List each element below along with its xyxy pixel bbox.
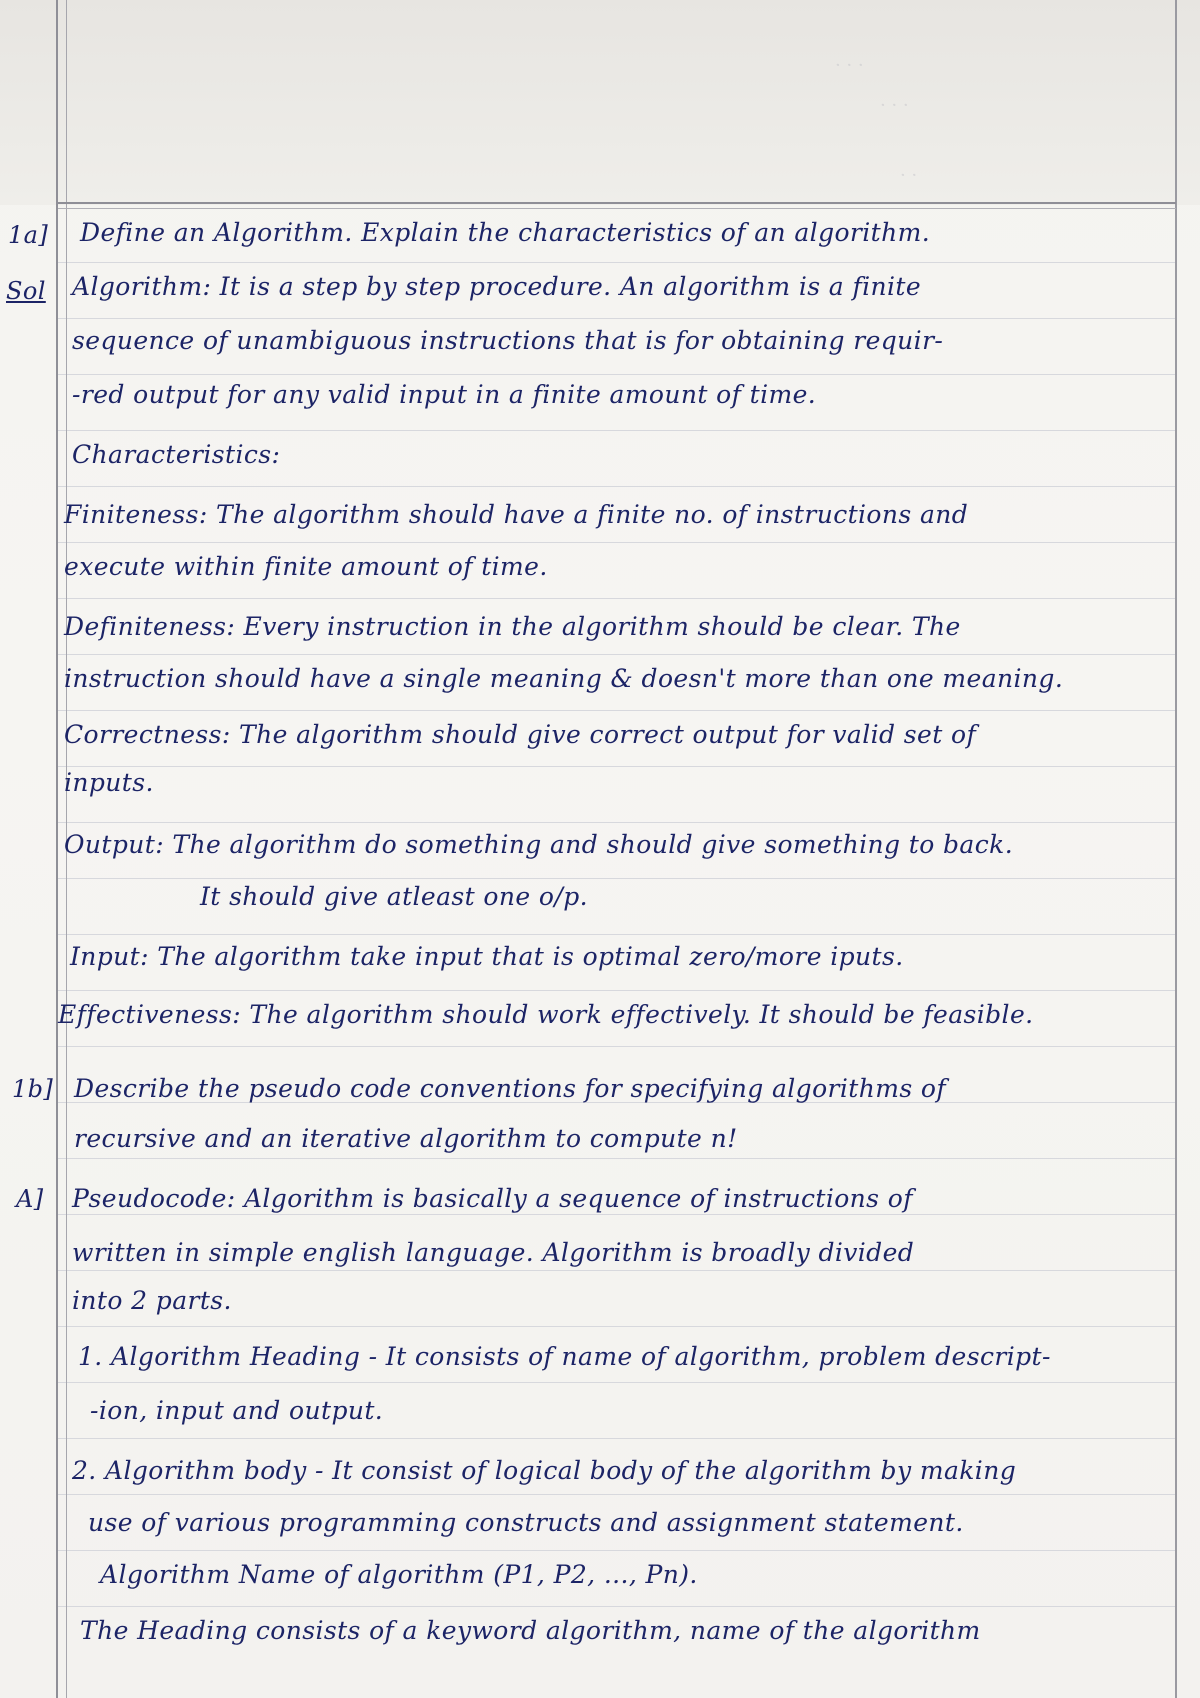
heading-description-line: The Heading consists of a keyword algorithm, name of the algorithm [80, 1616, 981, 1645]
parts-item-1-line-1: 1. Algorithm Heading - It consists of name of algorithm, problem descript- [78, 1342, 1051, 1371]
ruled-line [58, 654, 1176, 655]
ruled-line [58, 318, 1176, 319]
sol-marker: Sol [6, 277, 46, 305]
ruled-line [58, 1158, 1176, 1159]
ruled-line [58, 1270, 1176, 1271]
margin-line [56, 0, 58, 1698]
header-line [58, 202, 1176, 204]
parts-item-1-line-2: -ion, input and output. [90, 1396, 384, 1425]
effectiveness-line: Effectiveness: The algorithm should work effectively. It should be feasible. [58, 1000, 1034, 1029]
correctness-line-1: Correctness: The algorithm should give correct output for valid set of [64, 720, 977, 749]
ruled-line [58, 374, 1176, 375]
ruled-line [58, 878, 1176, 879]
ruled-line [58, 1214, 1176, 1215]
ruled-line [58, 710, 1176, 711]
bleed-through-text: · · · [880, 95, 909, 116]
q1a-marker: 1a] [8, 221, 49, 249]
answer-marker: A] [16, 1185, 44, 1213]
output-line-1: Output: The algorithm do something and should give something to back. [64, 830, 1014, 859]
definiteness-line-1: Definiteness: Every instruction in the algorithm should be clear. The [64, 612, 961, 641]
header-line [58, 208, 1176, 209]
definition-line-2: sequence of unambiguous instructions that is for obtaining requir- [72, 326, 944, 355]
q1b-question-line-1: Describe the pseudo code conventions for specifying algorithms of [74, 1074, 947, 1103]
definition-line-3: -red output for any valid input in a finite amount of time. [72, 380, 817, 409]
parts-item-2-line-1: 2. Algorithm body - It consist of logical body of the algorithm by making [72, 1456, 1017, 1485]
ruled-line [58, 1326, 1176, 1327]
ruled-line [58, 766, 1176, 767]
q1b-question-line-2: recursive and an iterative algorithm to compute n! [74, 1124, 738, 1153]
definiteness-line-2: instruction should have a single meaning & doesn't more than one meaning. [64, 664, 1064, 693]
finiteness-line-2: execute within finite amount of time. [64, 552, 548, 581]
ruled-line [58, 430, 1176, 431]
ruled-line [58, 934, 1176, 935]
right-margin-line [1175, 0, 1177, 1698]
ruled-line [58, 1550, 1176, 1551]
parts-item-2-line-2: use of various programming constructs and assignment statement. [88, 1508, 964, 1537]
ruled-line [58, 486, 1176, 487]
ruled-line [58, 1382, 1176, 1383]
pseudocode-line-2: written in simple english language. Algorithm is broadly divided [72, 1238, 915, 1267]
pseudocode-line-3: into 2 parts. [72, 1286, 232, 1315]
q1b-marker: 1b] [12, 1075, 54, 1103]
ruled-line [58, 1438, 1176, 1439]
characteristics-heading: Characteristics: [72, 440, 281, 469]
input-line: Input: The algorithm take input that is optimal zero/more iputs. [70, 942, 904, 971]
top-margin-area [0, 0, 1200, 205]
ruled-line [58, 1606, 1176, 1607]
ruled-line [58, 1046, 1176, 1047]
ruled-line [58, 822, 1176, 823]
parts-item-2-line-3: Algorithm Name of algorithm (P1, P2, ..., Pn). [100, 1560, 698, 1589]
correctness-line-2: inputs. [64, 768, 154, 797]
ruled-line [58, 1494, 1176, 1495]
ruled-line [58, 262, 1176, 263]
pseudocode-line-1: Pseudocode: Algorithm is basically a sequence of instructions of [72, 1184, 913, 1213]
definition-line-1: Algorithm: It is a step by step procedure. An algorithm is a finite [72, 272, 922, 301]
output-line-2: It should give atleast one o/p. [200, 882, 588, 911]
bleed-through-text: · · · [835, 55, 864, 76]
q1a-question: Define an Algorithm. Explain the characteristics of an algorithm. [80, 218, 931, 247]
ruled-line [58, 990, 1176, 991]
finiteness-line-1: Finiteness: The algorithm should have a finite no. of instructions and [64, 500, 969, 529]
ruled-line [58, 542, 1176, 543]
ruled-line [58, 598, 1176, 599]
bleed-through-text: · · [900, 165, 918, 186]
